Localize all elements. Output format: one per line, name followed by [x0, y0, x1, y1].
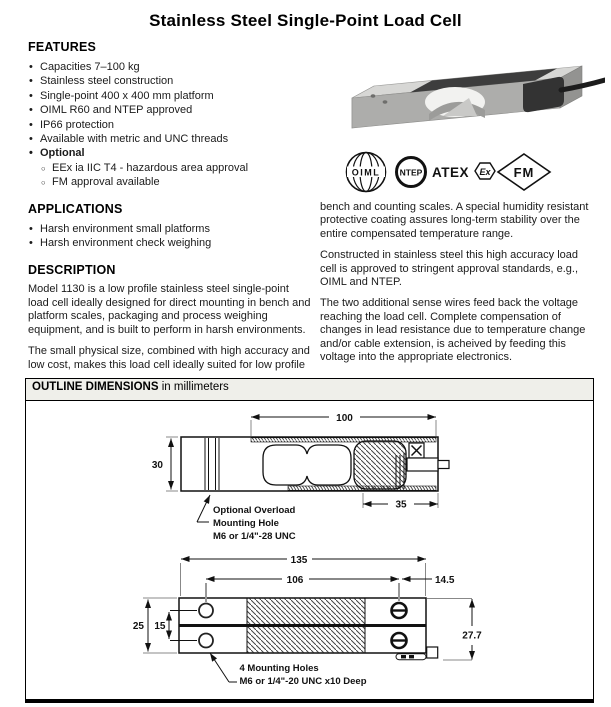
- outline-dimensions-title: OUTLINE DIMENSIONS: [32, 381, 159, 393]
- applications-heading: APPLICATIONS: [28, 201, 123, 216]
- svg-text:Ex: Ex: [479, 167, 491, 177]
- drawing-note: 4 Mounting Holes: [239, 663, 319, 674]
- list-item: • Harsh environment check weighing: [28, 236, 312, 250]
- description-paragraph: Model 1130 is a low profile stainless steel single-point load cell ideally designed for direct mounting in bench and platform scales, packaging and process weighing equipment, and is built to perform in harsh environments.: [28, 283, 311, 336]
- features-optional-sublist: [40, 161, 312, 190]
- description-paragraph: Constructed in stainless steel this high accuracy load cell is approved to stringent approval standards, e.g., OIML and NTEP.: [320, 249, 579, 289]
- drawing-note: M6 or 1/4"-28 UNC: [213, 531, 296, 542]
- features-list: [28, 60, 312, 161]
- svg-text:ATEX: ATEX: [432, 165, 470, 180]
- technical-drawings: [26, 400, 591, 696]
- list-item: • Stainless steel construction: [28, 74, 312, 88]
- dim-label: 14.5: [435, 575, 455, 586]
- drawing-note: M6 or 1/4"-20 UNC x10 Deep: [239, 676, 367, 687]
- product-photo: [333, 54, 605, 150]
- svg-text:FM: FM: [513, 165, 535, 180]
- ntep-logo-icon: [394, 155, 428, 189]
- load-cell-photo-illustration: [333, 54, 605, 150]
- outline-dimensions-header: [26, 379, 593, 401]
- list-item: • Capacities 7–100 kg: [28, 60, 312, 74]
- oiml-logo-icon: [344, 150, 388, 195]
- right-column: [320, 201, 591, 372]
- side-view-drawing: [152, 413, 449, 542]
- description-paragraph: The two additional sense wires feed back the voltage reaching the load cell. Complete compensation of changes in lead resistance due to temperature change and/or cable extension, is acheived by feeding this voltage into the appropriate electronics.: [320, 297, 586, 364]
- svg-text:NTEP: NTEP: [399, 167, 423, 178]
- drawing-note: Mounting Hole: [213, 518, 279, 529]
- dimension-drawing: [26, 400, 591, 696]
- dim-label: 35: [395, 499, 407, 511]
- dim-label: 135: [290, 555, 308, 566]
- top-view-drawing: [133, 555, 482, 687]
- description-heading: DESCRIPTION: [28, 263, 116, 278]
- applications-list: [28, 222, 312, 251]
- dim-label: 100: [336, 413, 353, 424]
- dim-label: 106: [286, 575, 304, 586]
- list-item: ○ FM approval available: [40, 175, 312, 189]
- outline-dimensions-units: in millimeters: [161, 381, 229, 393]
- description-paragraph: The small physical size, combined with high accuracy and low cost, makes this load cell ideally suited for low profile: [28, 345, 310, 371]
- page-title: Stainless Steel Single-Point Load Cell: [149, 11, 462, 30]
- outline-dimensions-panel: [25, 378, 594, 703]
- list-item: • OIML R60 and NTEP approved: [28, 103, 312, 117]
- fm-logo-icon: [496, 152, 552, 192]
- list-item: • Harsh environment small platforms: [28, 222, 312, 236]
- list-item: • Single-point 400 x 400 mm platform: [28, 89, 312, 103]
- certification-logos: [344, 150, 574, 196]
- list-item: ○ EEx ia IIC T4 - hazardous area approval: [40, 161, 312, 175]
- dim-label: 27.7: [462, 630, 482, 642]
- atex-logo-icon: [432, 158, 498, 186]
- list-item-optional: • Optional: [28, 146, 312, 160]
- list-item: • IP66 protection: [28, 118, 312, 132]
- left-column: [28, 40, 312, 380]
- description-paragraph: bench and counting scales. A special humidity resistant protective coating assures long-term stability over the entire compensated temperature range.: [320, 201, 589, 240]
- dim-label: 15: [154, 621, 166, 632]
- svg-text:OIML: OIML: [351, 167, 381, 178]
- list-item: • Available with metric and UNC threads: [28, 132, 312, 146]
- drawing-note: Optional Overload: [213, 505, 296, 516]
- dim-label: 30: [151, 460, 163, 471]
- features-heading: FEATURES: [28, 40, 97, 54]
- dim-label: 25: [132, 621, 144, 632]
